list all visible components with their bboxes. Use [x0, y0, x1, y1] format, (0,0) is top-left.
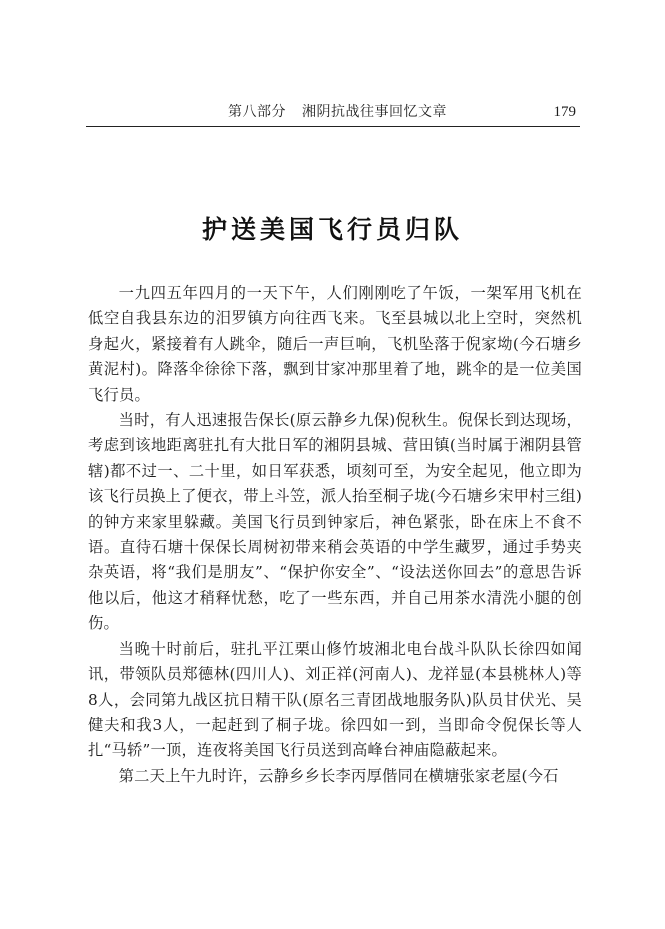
paragraph: 当晚十时前后，驻扎平江栗山修竹坡湘北电台战斗队队长徐四如闻讯，带领队员郑德林(四川人)、刘正祥(河南人)、龙祥显(本县桃林人)等8人，会同第九战区抗日精干队(原名三青团战地服务队)队员甘伏光、吴健夫和我3人，一起赶到了桐子垅。徐四如一到，当即命令倪保长等人扎“马轿”一顶，连夜将美国飞行员送到高峰台神庙隐蔽起来。 [88, 639, 582, 760]
page-number: 179 [553, 104, 576, 120]
paragraph: 第二天上午九时许，云静乡乡长李丙厚偕同在横塘张家老屋(今石 [118, 766, 559, 785]
running-header-text [228, 103, 447, 121]
header-rule [86, 126, 580, 127]
section-title: 湘阴抗战往事回忆文章 [302, 104, 447, 120]
paragraph: 当时，有人迅速报告保长(原云静乡九保)倪秋生。倪保长到达现场，考虑到该地距离驻扎有大批日军的湘阴县城、营田镇(当时属于湘阴县管辖)都不过一、二十里，如日军获悉，顷刻可至，为安全起见，他立即为该飞行员换上了便衣，带上斗笠，派人抬至桐子垅(今石塘乡宋甲村三组)的钟方来家里躲藏。美国飞行员到钟家后，神色紧张，卧在床上不食不语。直待石塘十保保长周树初带来稍会英语的中学生藏罗，通过手势夹杂英语，将“我们是朋友”、“保护你安全”、“设法送你回去”的意思告诉他以后，他这才稍释忧愁，吃了一些东西，并自己用茶水清洗小腿的创伤。 [88, 411, 582, 633]
running-header [86, 103, 580, 125]
paragraph: 一九四五年四月的一天下午，人们刚刚吃了午饭，一架军用飞机在低空自我县东边的汨罗镇方向往西飞来。飞至县城以北上空时，突然机身起火，紧接着有人跳伞，随后一声巨响，飞机坠落于倪家坳(今石塘乡黄泥村)。降落伞徐徐下落，飘到甘家冲那里着了地，跳伞的是一位美国飞行员。 [88, 284, 582, 404]
article-title: 护送美国飞行员归队 [201, 214, 463, 244]
section-label: 第八部分 [228, 104, 286, 120]
article-body [88, 281, 582, 789]
